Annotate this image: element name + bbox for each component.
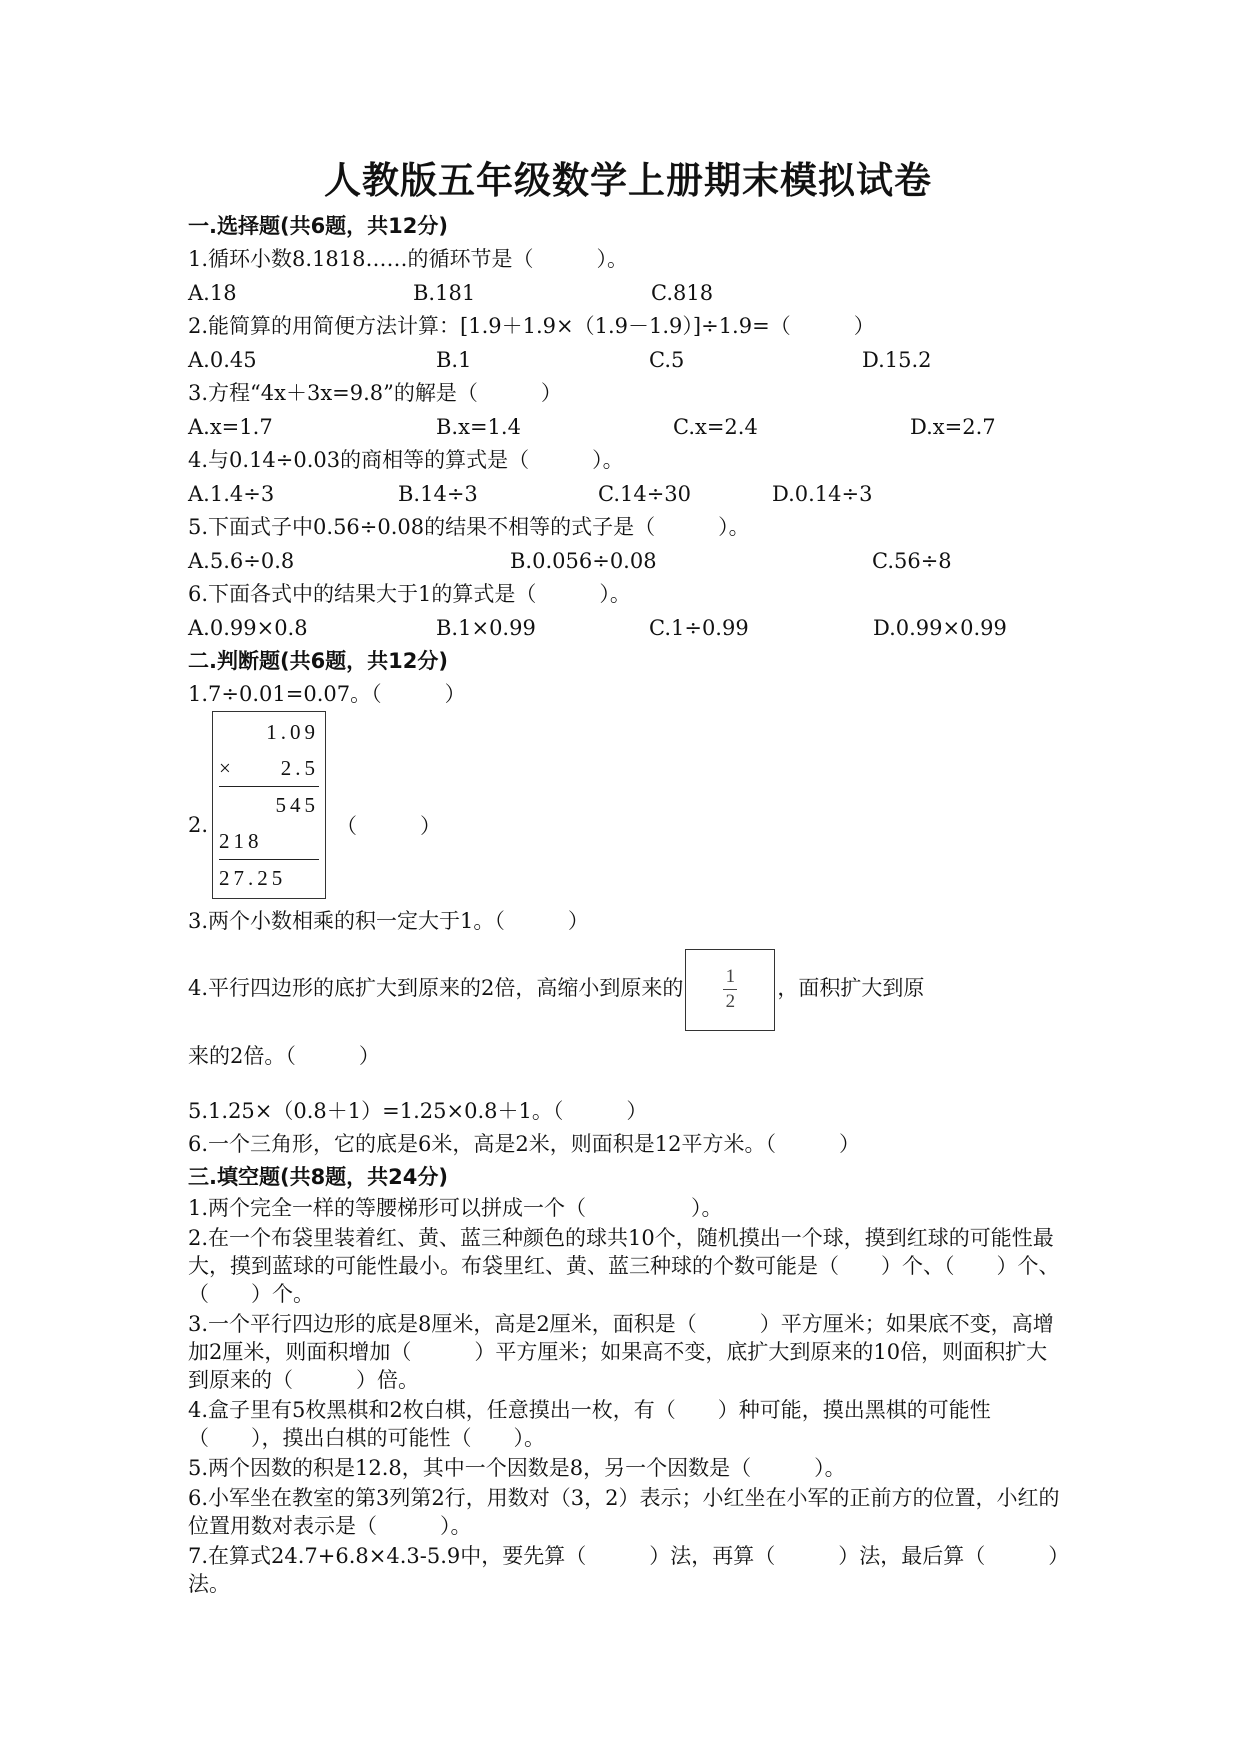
partial-product-1: 545 [275,793,320,817]
question-text: 2.能简算的用简便方法计算：[1.9＋1.9×（1.9－1.9）]÷1.9=（ ） [188,314,875,338]
fraction-numerator: 1 [725,966,736,987]
vertical-multiplication [212,711,326,899]
option-a: A.0.45 [188,348,257,372]
option-b: B.14÷3 [398,482,478,506]
times-sign: × [219,756,235,780]
option-c: C.x=2.4 [673,415,758,439]
question-text: 1.两个完全一样的等腰梯形可以拼成一个（ ）。 [188,1196,723,1220]
question-text: 5.两个因数的积是12.8，其中一个因数是8，另一个因数是（ ）。 [188,1456,846,1480]
question-text: 6.小军坐在教室的第3列第2行，用数对（3，2）表示；小红坐在小军的正前方的位置，小红的位置用数对表示是（ ）。 [188,1486,1060,1538]
multiplier-row [219,750,319,787]
option-b: B.1 [436,348,472,372]
question-text: 来的2倍。（ ） [188,1044,380,1068]
section-heading-fill: 三.填空题(共8题，共24分) [188,1165,449,1189]
product: 27.25 [219,866,287,890]
options-row [188,611,1068,645]
question-number: 2. [188,813,209,837]
option-b: B.181 [413,281,476,305]
question-text-part1: 4.平行四边形的底扩大到原来的2倍，高缩小到原来的 [188,976,684,1000]
option-c: C.1÷0.99 [649,616,749,640]
options-row [188,276,1068,310]
question-text: 5.下面式子中0.56÷0.08的结果不相等的式子是（ ）。 [188,515,750,539]
options-row [188,544,1068,578]
question-text: 3.两个小数相乘的积一定大于1。（ ） [188,909,589,933]
question-text-part2: ，面积扩大到原 [777,976,925,1000]
option-a: A.x=1.7 [188,415,273,439]
exam-title: 人教版五年级数学上册期末模拟试卷 [324,158,932,202]
option-c: C.818 [651,281,714,305]
multiplier: 2.5 [280,756,320,780]
question-4 [188,946,1068,1030]
options-row [188,343,1068,377]
fraction-bar [723,989,737,990]
option-c: C.14÷30 [598,482,692,506]
option-d: D.x=2.7 [910,415,996,439]
options-row [188,477,1068,511]
question-multiplication [188,711,1068,899]
partial-product-2: 218 [219,823,319,860]
section-heading-judgment: 二.判断题(共6题，共12分) [188,649,449,673]
option-d: D.15.2 [862,348,932,372]
fraction-image [685,949,775,1031]
question-text: 2.在一个布袋里装着红、黄、蓝三种颜色的球共10个，随机摸出一个球，摸到红球的可能性最大，摸到蓝球的可能性最小。布袋里红、黄、蓝三种球的个数可能是（ ）个、（ ）个、（ ）个。 [188,1226,1060,1306]
option-c: C.56÷8 [872,549,952,573]
option-a: A.18 [188,281,237,305]
option-b: B.0.056÷0.08 [510,549,657,573]
option-b: B.x=1.4 [436,415,521,439]
question-text: 4.与0.14÷0.03的商相等的算式是（ ）。 [188,448,624,472]
option-d: D.0.99×0.99 [873,616,1007,640]
question-text: 7.在算式24.7+6.8×4.3-5.9中，要先算（ ）法，再算（ ）法，最后算（ ）法。 [188,1544,1059,1596]
question-text: 3.方程“4x＋3x=9.8”的解是（ ） [188,381,562,405]
option-a: A.0.99×0.8 [188,616,308,640]
option-c: C.5 [649,348,685,372]
question-text: 3.一个平行四边形的底是8厘米，高是2厘米，面积是（ ）平方厘米；如果底不变，高增加2厘米，则面积增加（ ）平方厘米；如果高不变，底扩大到原来的10倍，则面积扩大到原来的（ ）倍。 [188,1312,1054,1392]
question-text: 5.1.25×（0.8＋1）=1.25×0.8＋1。（ ） [188,1099,648,1123]
question-text: 1.循环小数8.1818……的循环节是（ ）。 [188,247,629,271]
question-text: 6.一个三角形，它的底是6米，高是2米，则面积是12平方米。（ ） [188,1132,860,1156]
fraction-denominator: 2 [725,991,736,1012]
answer-brackets: （ ） [336,814,442,838]
option-a: A.1.4÷3 [188,482,275,506]
options-row [188,410,1068,444]
multiplicand: 1.09 [266,720,320,744]
question-text: 1.7÷0.01=0.07。（ ） [188,682,466,706]
option-a: A.5.6÷0.8 [188,549,295,573]
question-text: 6.下面各式中的结果大于1的算式是（ ）。 [188,582,631,606]
option-b: B.1×0.99 [436,616,536,640]
exam-page [188,150,1068,1600]
section-heading-choice: 一.选择题(共6题，共12分) [188,214,449,238]
option-d: D.0.14÷3 [772,482,873,506]
question-text: 4.盒子里有5枚黑棋和2枚白棋，任意摸出一枚，有（ ）种可能，摸出黑棋的可能性（ ），摸出白棋的可能性（ ）。 [188,1398,991,1450]
